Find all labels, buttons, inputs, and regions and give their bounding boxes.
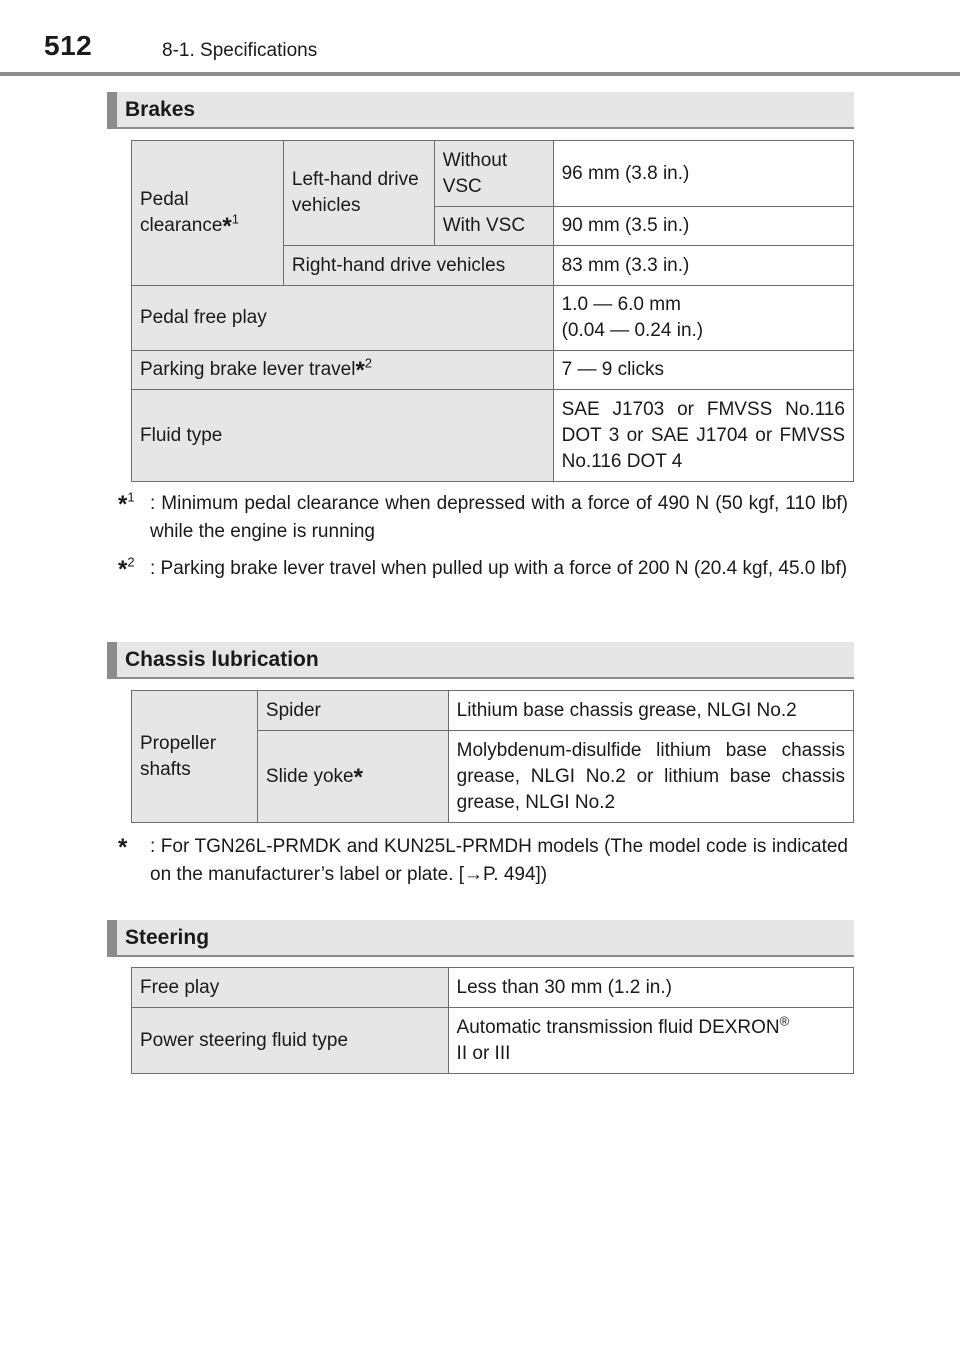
- section-title: 8-1. Specifications: [162, 40, 318, 61]
- rhd-value: 83 mm (3.3 in.): [553, 246, 853, 286]
- slide-yoke-cell: [257, 731, 448, 823]
- footnote-star: *: [355, 357, 365, 384]
- footnote-ref: 2: [364, 355, 373, 371]
- slide-yoke-value: Molybdenum-disulfide lithium base chassis grease, NLGI No.2 or lithium base chassis grease, NLGI No.2: [448, 731, 853, 823]
- brakes-footnote-2: [118, 555, 848, 583]
- chassis-title: Chassis lubrication: [125, 648, 319, 671]
- free-play-label: Pedal free play: [132, 286, 554, 351]
- pedal-clearance-cell: [132, 141, 284, 286]
- fluid-type-value: SAE J1703 or FMVSS No.116 DOT 3 or SAE J1704 or FMVSS No.116 DOT 4: [553, 390, 853, 482]
- steering-table: [131, 967, 854, 1074]
- chassis-table: [131, 690, 854, 823]
- fluid-type-label: Fluid type: [132, 390, 554, 482]
- spider-value: Lithium base chassis grease, NLGI No.2: [448, 691, 853, 731]
- footnote-star: *: [118, 491, 128, 518]
- header-rule: [0, 72, 960, 76]
- propeller-label: Propeller shafts: [132, 691, 258, 823]
- footnote-star: *: [353, 763, 363, 791]
- steering-fluid-line-2: II or III: [456, 1042, 511, 1064]
- footnote-text: : For TGN26L-PRMDK and KUN25L-PRMDH models (The model code is indicated on the manufacturer’s label or plate. [→P. 494]): [150, 836, 848, 885]
- page-header: [0, 0, 960, 76]
- table-row: [132, 390, 854, 482]
- steering-heading: [107, 920, 854, 957]
- steering-title: Steering: [125, 926, 210, 949]
- footnote-marker: [118, 490, 135, 518]
- table-row: [132, 351, 854, 390]
- with-vsc-label: With VSC: [434, 207, 553, 246]
- steering-free-play-label: Free play: [132, 968, 449, 1008]
- steering-free-play-value: Less than 30 mm (1.2 in.): [448, 968, 853, 1008]
- footnote-text: : Minimum pedal clearance when depressed with a force of 490 N (50 kgf, 110 lbf) while the engine is running: [150, 493, 848, 542]
- steering-fluid-value: [448, 1008, 853, 1074]
- table-row: [132, 968, 854, 1008]
- pedal-clearance-label: Pedal clearance: [140, 189, 223, 236]
- table-row: [132, 286, 854, 351]
- brakes-heading: [107, 92, 854, 129]
- chassis-heading: [107, 642, 854, 679]
- heading-bar: [107, 92, 117, 127]
- parking-value: 7 — 9 clicks: [553, 351, 853, 390]
- brakes-footnote-1: [118, 490, 848, 546]
- footnote-ref: 2: [127, 554, 135, 570]
- without-vsc-value: 96 mm (3.8 in.): [553, 141, 853, 207]
- steering-fluid-line-1: [457, 1015, 845, 1041]
- footnote-text: : Parking brake lever travel when pulled up with a force of 200 N (20.4 kgf, 45.0 lbf): [150, 558, 848, 579]
- steering-fluid-label: Power steering fluid type: [132, 1008, 449, 1074]
- table-row: [132, 141, 854, 207]
- heading-bar: [107, 642, 117, 677]
- steering-fluid-text: Automatic transmission fluid DEXRON: [456, 1016, 780, 1038]
- footnote-ref: 1: [231, 211, 239, 227]
- heading-bar: [107, 920, 117, 955]
- free-play-value: [553, 286, 853, 351]
- footnote-star: *: [222, 213, 232, 240]
- lhd-label: Left-hand drive vehicles: [283, 141, 434, 246]
- chassis-footnote: [118, 833, 848, 889]
- footnote-marker: [118, 833, 127, 861]
- table-row: [132, 1008, 854, 1074]
- footnote-marker: [118, 555, 135, 583]
- spider-label: Spider: [257, 691, 448, 731]
- free-play-value-mm: 1.0 — 6.0 mm: [561, 294, 681, 315]
- brakes-title: Brakes: [125, 98, 196, 121]
- footnote-star: *: [118, 556, 128, 583]
- brakes-table: [131, 140, 854, 482]
- page-number: 512: [44, 30, 93, 61]
- registered-mark: ®: [779, 1013, 790, 1029]
- without-vsc-label: Without VSC: [434, 141, 553, 207]
- parking-cell: [132, 351, 554, 390]
- parking-label: Parking brake lever travel: [140, 359, 356, 380]
- with-vsc-value: 90 mm (3.5 in.): [553, 207, 853, 246]
- footnote-star: *: [118, 834, 128, 861]
- table-row: [132, 691, 854, 731]
- slide-yoke-label: Slide yoke: [265, 765, 354, 787]
- free-play-value-in: (0.04 — 0.24 in.): [561, 320, 704, 341]
- footnote-ref: 1: [127, 489, 135, 505]
- rhd-label: Right-hand drive vehicles: [283, 246, 553, 286]
